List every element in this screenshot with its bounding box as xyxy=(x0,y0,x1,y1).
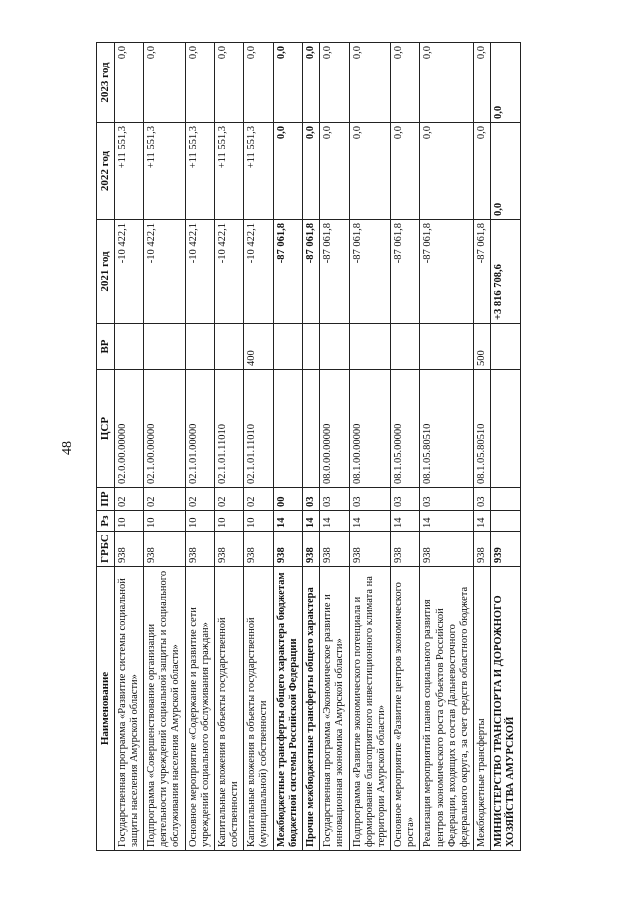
row-pr: 03 xyxy=(320,488,349,511)
row-grbs: 938 xyxy=(273,532,302,567)
row-name: Прочие межбюджетные трансферты общего характера xyxy=(302,567,319,851)
row-pr: 02 xyxy=(214,488,243,511)
row-rz xyxy=(491,511,520,532)
row-csr: 02.1.01.11010 xyxy=(244,370,273,488)
row-rz: 14 xyxy=(320,511,349,532)
header-vr: ВР xyxy=(97,324,115,370)
row-2021: -87 061,8 xyxy=(273,220,302,324)
row-rz: 14 xyxy=(302,511,319,532)
row-2023: 0,0 xyxy=(320,43,349,123)
row-name: Межбюджетные трансферты общего характера бюджетам бюджетной системы Российской Федерации xyxy=(273,567,302,851)
row-rz: 14 xyxy=(349,511,391,532)
row-2023: 0,0 xyxy=(391,43,420,123)
row-name: Подпрограмма «Развитие экономического потенциала и формирование благоприятного инвестиционного климата на территории Амурской области» xyxy=(349,567,391,851)
header-pr: ПР xyxy=(97,488,115,511)
row-2022: 0,0 xyxy=(491,123,520,220)
row-2022: +11 551,3 xyxy=(185,123,214,220)
row-name: МИНИСТЕРСТВО ТРАНСПОРТА И ДОРОЖНОГО ХОЗЯЙСТВА АМУРСКОЙ xyxy=(491,567,520,851)
row-rz: 14 xyxy=(420,511,474,532)
row-2022: +11 551,3 xyxy=(244,123,273,220)
row-2021: -87 061,8 xyxy=(302,220,319,324)
row-rz: 10 xyxy=(185,511,214,532)
row-csr xyxy=(491,370,520,488)
row-vr xyxy=(420,324,474,370)
page-number: 48 xyxy=(60,441,75,455)
row-pr: 03 xyxy=(474,488,491,511)
row-name: Основное мероприятие «Содержание и развитие сети учреждений социального обслуживания граждан» xyxy=(185,567,214,851)
row-grbs: 938 xyxy=(214,532,243,567)
row-pr: 03 xyxy=(420,488,474,511)
row-vr xyxy=(273,324,302,370)
row-2021: -10 422,1 xyxy=(244,220,273,324)
row-rz: 14 xyxy=(391,511,420,532)
rotated-table-container xyxy=(96,43,552,851)
row-pr: 02 xyxy=(244,488,273,511)
row-2021: -10 422,1 xyxy=(185,220,214,324)
row-2023: 0,0 xyxy=(144,43,186,123)
row-grbs: 938 xyxy=(302,532,319,567)
row-name: Капитальные вложения в объекты государственной собственности xyxy=(214,567,243,851)
row-vr xyxy=(391,324,420,370)
row-2021: -87 061,8 xyxy=(420,220,474,324)
table-row xyxy=(114,43,143,851)
header-csr: ЦСР xyxy=(97,370,115,488)
header-2022: 2022 год xyxy=(97,123,115,220)
table-row xyxy=(214,43,243,851)
row-2021: -87 061,8 xyxy=(349,220,391,324)
row-pr xyxy=(491,488,520,511)
table-row xyxy=(273,43,302,851)
row-csr: 08.1.05.80510 xyxy=(474,370,491,488)
row-pr: 03 xyxy=(391,488,420,511)
row-2023: 0,0 xyxy=(273,43,302,123)
row-vr xyxy=(302,324,319,370)
row-csr: 02.1.00.00000 xyxy=(144,370,186,488)
row-grbs: 938 xyxy=(349,532,391,567)
row-vr: 400 xyxy=(244,324,273,370)
row-name: Реализация мероприятий планов социального развития центров экономического роста субъектов Российской Федерации, входящих в состав Дальневосточного федерального округа, за счет средств областного бюджета xyxy=(420,567,474,851)
row-csr: 02.0.00.00000 xyxy=(114,370,143,488)
row-2023: 0,0 xyxy=(491,43,520,123)
table-row xyxy=(420,43,474,851)
row-csr: 08.1.00.00000 xyxy=(349,370,391,488)
row-name: Межбюджетные трансферты xyxy=(474,567,491,851)
row-pr: 00 xyxy=(273,488,302,511)
row-2023: 0,0 xyxy=(420,43,474,123)
row-rz: 14 xyxy=(273,511,302,532)
row-pr: 03 xyxy=(302,488,319,511)
row-grbs: 938 xyxy=(320,532,349,567)
header-row xyxy=(97,43,115,851)
row-csr: 02.1.01.00000 xyxy=(185,370,214,488)
row-rz: 10 xyxy=(244,511,273,532)
row-2021: -10 422,1 xyxy=(144,220,186,324)
table-row xyxy=(320,43,349,851)
row-vr xyxy=(214,324,243,370)
row-2021: -87 061,8 xyxy=(474,220,491,324)
row-2023: 0,0 xyxy=(114,43,143,123)
row-name: Подпрограмма «Совершенствование организации деятельности учреждений социальной защиты и социального обслуживания населения Амурской области» xyxy=(144,567,186,851)
row-2023: 0,0 xyxy=(214,43,243,123)
row-grbs: 938 xyxy=(144,532,186,567)
row-pr: 02 xyxy=(185,488,214,511)
row-grbs: 938 xyxy=(474,532,491,567)
table-row xyxy=(491,43,520,851)
row-2023: 0,0 xyxy=(474,43,491,123)
row-2022: 0,0 xyxy=(391,123,420,220)
header-rz: Рз xyxy=(97,511,115,532)
row-rz: 10 xyxy=(144,511,186,532)
row-grbs: 939 xyxy=(491,532,520,567)
row-csr xyxy=(273,370,302,488)
table-row xyxy=(302,43,319,851)
row-grbs: 938 xyxy=(114,532,143,567)
row-csr: 08.1.05.00000 xyxy=(391,370,420,488)
row-pr: 02 xyxy=(144,488,186,511)
row-2021: -10 422,1 xyxy=(214,220,243,324)
row-2023: 0,0 xyxy=(244,43,273,123)
row-name: Основное мероприятие «Развитие центров экономического роста» xyxy=(391,567,420,851)
row-grbs: 938 xyxy=(244,532,273,567)
row-grbs: 938 xyxy=(420,532,474,567)
row-vr xyxy=(320,324,349,370)
row-2023: 0,0 xyxy=(302,43,319,123)
table-body xyxy=(114,43,520,851)
row-2022: 0,0 xyxy=(302,123,319,220)
row-pr: 02 xyxy=(114,488,143,511)
table-row xyxy=(185,43,214,851)
table-row xyxy=(244,43,273,851)
row-2022: 0,0 xyxy=(420,123,474,220)
header-2023: 2023 год xyxy=(97,43,115,123)
row-csr xyxy=(302,370,319,488)
row-grbs: 938 xyxy=(391,532,420,567)
row-name: Государственная программа «Экономическое развитие и инновационная экономика Амурской области» xyxy=(320,567,349,851)
budget-table xyxy=(96,42,521,851)
row-2021: -87 061,8 xyxy=(320,220,349,324)
table-row xyxy=(349,43,391,851)
row-2022: 0,0 xyxy=(320,123,349,220)
header-name: Наименование xyxy=(97,567,115,851)
table-row xyxy=(144,43,186,851)
table-row xyxy=(391,43,420,851)
row-csr: 08.1.05.80510 xyxy=(420,370,474,488)
row-pr: 03 xyxy=(349,488,391,511)
row-2022: +11 551,3 xyxy=(214,123,243,220)
row-2022: +11 551,3 xyxy=(144,123,186,220)
row-vr xyxy=(349,324,391,370)
row-vr xyxy=(491,324,520,370)
row-2023: 0,0 xyxy=(185,43,214,123)
row-2021: +3 816 708,6 xyxy=(491,220,520,324)
row-2022: 0,0 xyxy=(474,123,491,220)
row-vr xyxy=(114,324,143,370)
row-rz: 14 xyxy=(474,511,491,532)
row-grbs: 938 xyxy=(185,532,214,567)
row-rz: 10 xyxy=(114,511,143,532)
row-2022: +11 551,3 xyxy=(114,123,143,220)
row-name: Государственная программа «Развитие системы социальной защиты населения Амурской области» xyxy=(114,567,143,851)
row-2023: 0,0 xyxy=(349,43,391,123)
row-vr: 500 xyxy=(474,324,491,370)
row-2022: 0,0 xyxy=(273,123,302,220)
row-csr: 08.0.00.00000 xyxy=(320,370,349,488)
row-2022: 0,0 xyxy=(349,123,391,220)
header-2021: 2021 год xyxy=(97,220,115,324)
row-2021: -10 422,1 xyxy=(114,220,143,324)
table-row xyxy=(474,43,491,851)
row-vr xyxy=(185,324,214,370)
row-vr xyxy=(144,324,186,370)
row-rz: 10 xyxy=(214,511,243,532)
row-csr: 02.1.01.11010 xyxy=(214,370,243,488)
header-grbs: ГРБС xyxy=(97,532,115,567)
row-name: Капитальные вложения в объекты государственной (муниципальной) собственности xyxy=(244,567,273,851)
row-2021: -87 061,8 xyxy=(391,220,420,324)
